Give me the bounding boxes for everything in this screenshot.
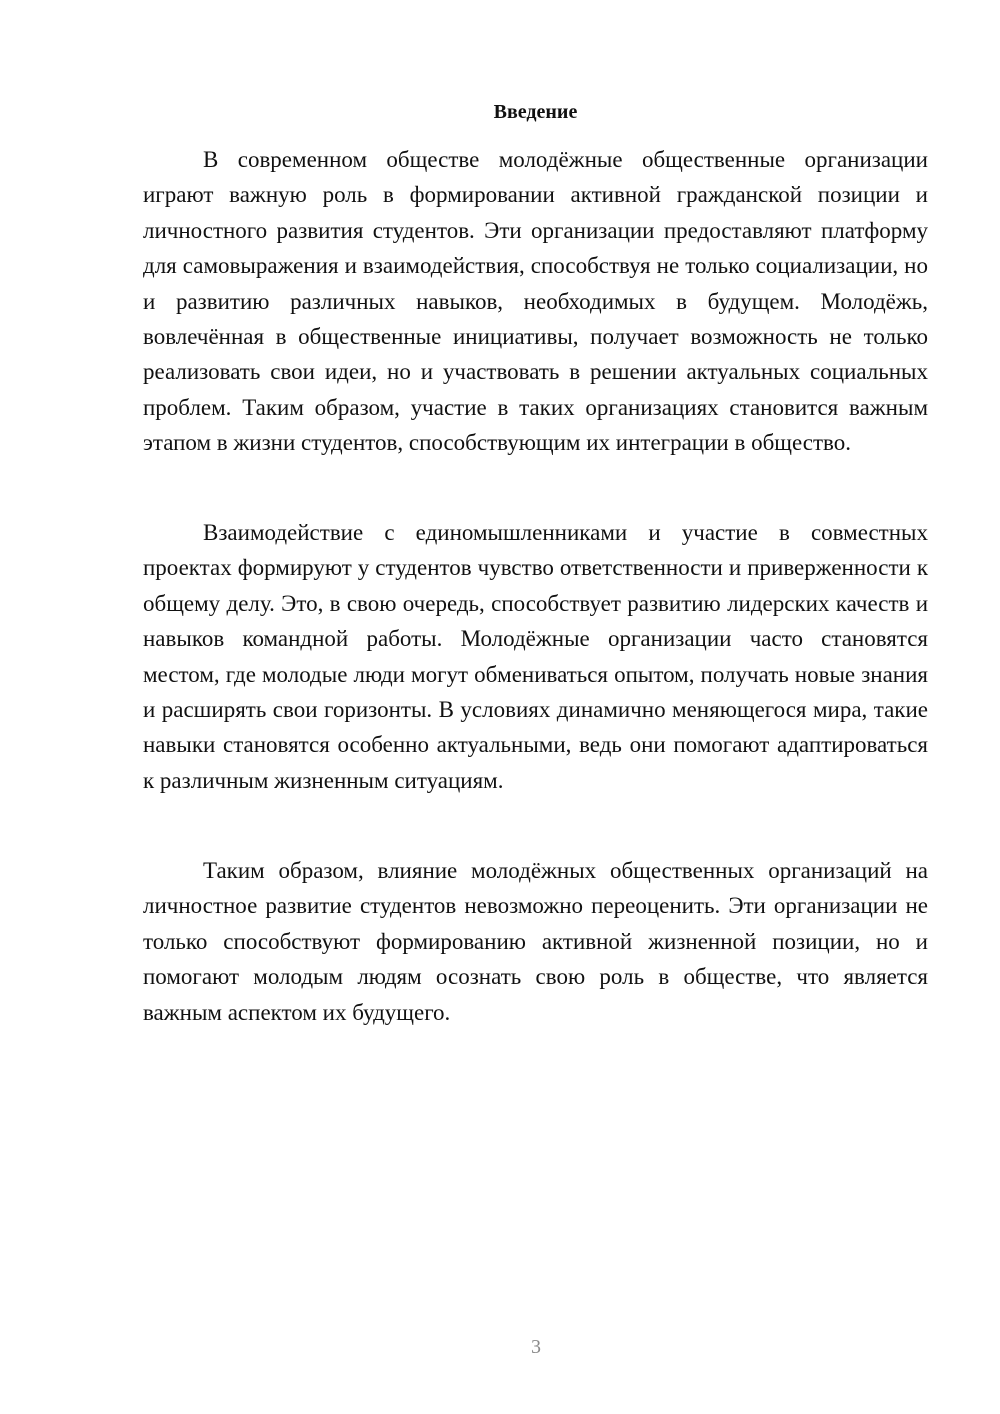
paragraph-3: Таким образом, влияние молодёжных общественных организаций на личностное развитие студентов невозможно переоценить. Эти организации не только способствуют формированию активной жизненной позиции, но и помогают молодым людям осознать свою роль в обществе, что является важным аспектом их будущего. — [143, 858, 928, 1025]
page-number: 3 — [531, 1336, 541, 1358]
page-title: Введение — [493, 101, 578, 123]
paragraph-2: Взаимодействие с единомышленниками и участие в совместных проектах формируют у студентов чувство ответственности и приверженности к общему делу. Это, в свою очередь, способствует развитию лидерских качеств и навыков командной работы. Молодёжные организации часто становятся местом, где молодые люди могут обмениваться опытом, получать новые знания и расширять свои горизонты. В условиях динамично меняющегося мира, такие навыки становятся особенно актуальными, ведь они помогают адаптироваться к различным жизненным ситуациям. — [143, 520, 928, 793]
paragraph-1: В современном обществе молодёжные общественные организации играют важную роль в формировании активной гражданской позиции и личностного развития студентов. Эти организации предоставляют платформу для самовыражения и взаимодействия, способствуя не только социализации, но и развитию различных навыков, необходимых в будущем. Молодёжь, вовлечённая в общественные инициативы, получает возможность не только реализовать свои идеи, но и участвовать в решении актуальных социальных проблем. Таким образом, участие в таких организациях становится важным этапом в жизни студентов, способствующим их интеграции в общество. — [143, 147, 928, 456]
